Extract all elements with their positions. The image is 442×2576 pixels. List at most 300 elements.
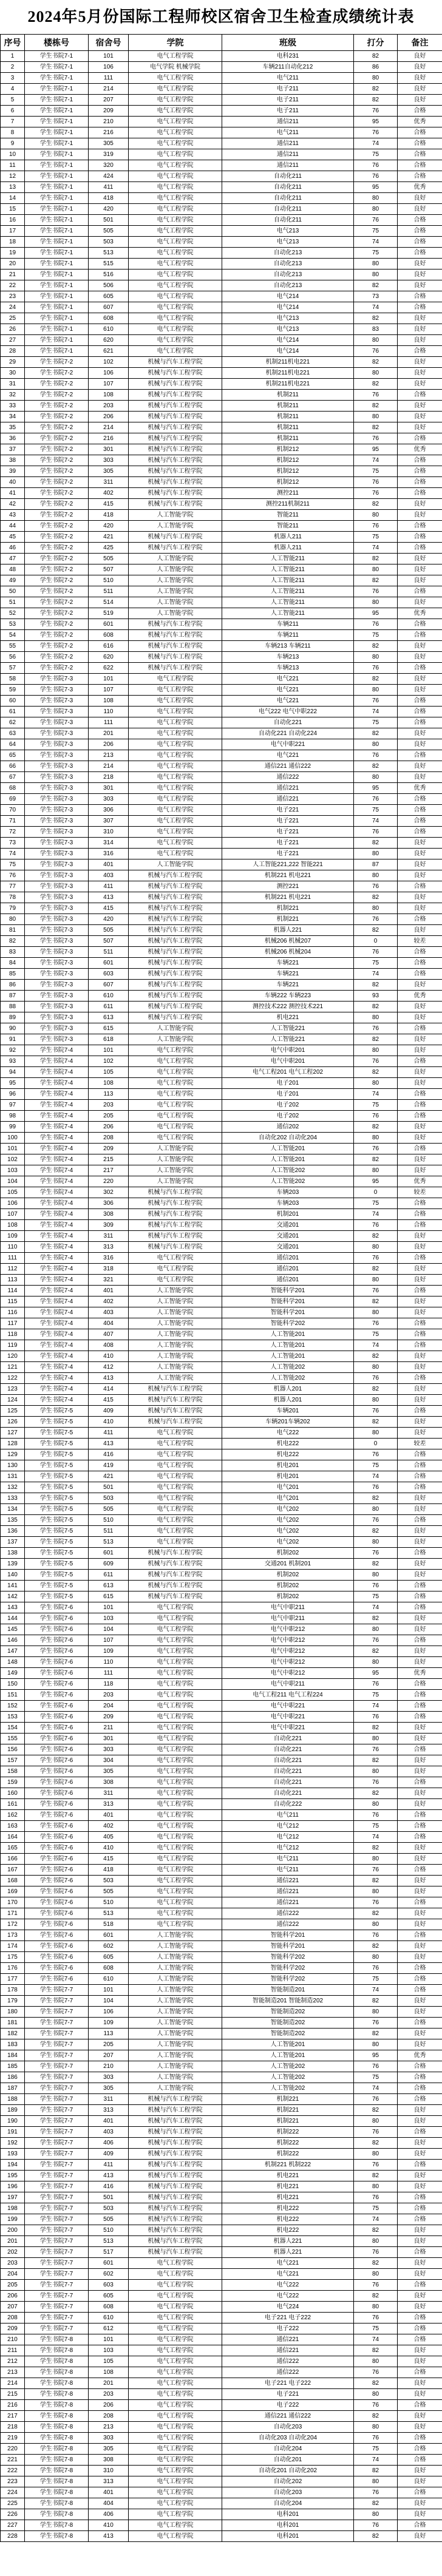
cell-index: 44 bbox=[1, 521, 25, 532]
cell-score: 76 bbox=[354, 2127, 398, 2138]
cell-dorm: 501 bbox=[89, 2192, 129, 2203]
cell-remark: 良好 bbox=[398, 2531, 442, 2542]
cell-remark: 良好 bbox=[398, 2029, 442, 2039]
cell-index: 25 bbox=[1, 313, 25, 324]
cell-dorm: 206 bbox=[89, 1122, 129, 1133]
cell-dorm: 103 bbox=[89, 2345, 129, 2356]
cell-class: 机制222 bbox=[222, 2127, 354, 2138]
table-row bbox=[1, 1045, 442, 1056]
cell-building: 学生书院7-6 bbox=[25, 1690, 89, 1701]
cell-index: 5 bbox=[1, 95, 25, 106]
cell-college: 人工智能学院 bbox=[129, 1974, 222, 1985]
cell-index: 118 bbox=[1, 1329, 25, 1340]
cell-score: 82 bbox=[354, 401, 398, 412]
cell-dorm: 506 bbox=[89, 280, 129, 291]
cell-dorm: 406 bbox=[89, 2509, 129, 2520]
cell-college: 电气工程学院 bbox=[129, 1439, 222, 1449]
cell-college: 电气工程学院 bbox=[129, 1100, 222, 1111]
cell-score: 82 bbox=[354, 2105, 398, 2116]
cell-score: 80 bbox=[354, 269, 398, 280]
cell-building: 学生书院7-1 bbox=[25, 269, 89, 280]
cell-score: 74 bbox=[354, 1340, 398, 1351]
cell-score: 95 bbox=[354, 444, 398, 455]
cell-index: 175 bbox=[1, 1952, 25, 1963]
cell-dorm: 511 bbox=[89, 947, 129, 958]
cell-class: 机器人201 bbox=[222, 1384, 354, 1395]
cell-building: 学生书院7-4 bbox=[25, 1220, 89, 1231]
cell-remark: 良好 bbox=[398, 1154, 442, 1165]
table-row bbox=[1, 95, 442, 106]
cell-remark: 合格 bbox=[398, 1581, 442, 1591]
cell-building: 学生书院7-5 bbox=[25, 1417, 89, 1428]
table-row bbox=[1, 1100, 442, 1111]
table-row bbox=[1, 1111, 442, 1122]
cell-remark: 良好 bbox=[398, 62, 442, 73]
cell-dorm: 208 bbox=[89, 1133, 129, 1144]
cell-dorm: 104 bbox=[89, 1996, 129, 2007]
cell-score: 76 bbox=[354, 488, 398, 499]
cell-class: 电科201 bbox=[222, 2520, 354, 2531]
cell-dorm: 602 bbox=[89, 2269, 129, 2280]
cell-class: 电气211 bbox=[222, 1810, 354, 1821]
cell-dorm: 413 bbox=[89, 2531, 129, 2542]
cell-remark: 合格 bbox=[398, 1974, 442, 1985]
cell-remark: 良好 bbox=[398, 1428, 442, 1439]
cell-remark: 良好 bbox=[398, 1657, 442, 1668]
cell-building: 学生书院7-4 bbox=[25, 1307, 89, 1318]
cell-remark: 合格 bbox=[398, 237, 442, 248]
table-row bbox=[1, 84, 442, 95]
cell-index: 147 bbox=[1, 1646, 25, 1657]
cell-college: 电气工程学院 bbox=[129, 728, 222, 739]
cell-college: 电气工程学院 bbox=[129, 838, 222, 849]
cell-dorm: 420 bbox=[89, 914, 129, 925]
cell-class: 电气212 bbox=[222, 1843, 354, 1854]
cell-college: 电气工程学院 bbox=[129, 1428, 222, 1439]
cell-remark: 优秀 bbox=[398, 117, 442, 127]
cell-remark: 合格 bbox=[398, 532, 442, 543]
cell-index: 115 bbox=[1, 1296, 25, 1307]
cell-building: 学生书院7-2 bbox=[25, 575, 89, 586]
cell-score: 82 bbox=[354, 2378, 398, 2389]
cell-index: 24 bbox=[1, 302, 25, 313]
cell-dorm: 308 bbox=[89, 1777, 129, 1788]
table-row bbox=[1, 280, 442, 291]
cell-building: 学生书院7-4 bbox=[25, 1187, 89, 1198]
cell-college: 电气工程学院 bbox=[129, 346, 222, 357]
cell-score: 75 bbox=[354, 532, 398, 543]
cell-building: 学生书院7-4 bbox=[25, 1154, 89, 1165]
cell-class: 电科201 bbox=[222, 2509, 354, 2520]
cell-college: 人工智能学院 bbox=[129, 2007, 222, 2018]
table-row bbox=[1, 2433, 442, 2444]
cell-college: 电气工程学院 bbox=[129, 95, 222, 106]
cell-college: 电气工程学院 bbox=[129, 1122, 222, 1133]
cell-dorm: 615 bbox=[89, 1591, 129, 1602]
cell-score: 82 bbox=[354, 674, 398, 685]
cell-class: 机电222 bbox=[222, 2203, 354, 2214]
cell-score: 74 bbox=[354, 138, 398, 149]
cell-dorm: 515 bbox=[89, 259, 129, 269]
cell-college: 电气工程学院 bbox=[129, 1865, 222, 1876]
table-row bbox=[1, 2192, 442, 2203]
cell-college: 电气工程学院 bbox=[129, 717, 222, 728]
cell-college: 人工智能学院 bbox=[129, 1296, 222, 1307]
cell-remark: 合格 bbox=[398, 794, 442, 805]
cell-remark: 良好 bbox=[398, 1264, 442, 1275]
cell-index: 41 bbox=[1, 488, 25, 499]
cell-remark: 合格 bbox=[398, 1548, 442, 1559]
cell-class: 机制211 bbox=[222, 390, 354, 401]
cell-index: 47 bbox=[1, 554, 25, 564]
cell-class: 电气212 bbox=[222, 1832, 354, 1843]
table-row bbox=[1, 2466, 442, 2476]
cell-remark: 合格 bbox=[398, 488, 442, 499]
cell-class: 电气202 bbox=[222, 1537, 354, 1548]
cell-dorm: 519 bbox=[89, 608, 129, 619]
cell-dorm: 411 bbox=[89, 182, 129, 193]
cell-class: 机电221 bbox=[222, 2181, 354, 2192]
cell-index: 64 bbox=[1, 739, 25, 750]
cell-college: 电气工程学院 bbox=[129, 1854, 222, 1865]
cell-building: 学生书院7-1 bbox=[25, 215, 89, 226]
table-row bbox=[1, 2214, 442, 2225]
cell-building: 学生书院7-7 bbox=[25, 2291, 89, 2302]
cell-score: 82 bbox=[354, 2171, 398, 2181]
table-row bbox=[1, 466, 442, 477]
cell-class: 通信221 bbox=[222, 2334, 354, 2345]
table-row bbox=[1, 324, 442, 335]
cell-dorm: 501 bbox=[89, 215, 129, 226]
table-row bbox=[1, 171, 442, 182]
cell-class: 自动化204 bbox=[222, 2444, 354, 2455]
cell-college: 人工智能学院 bbox=[129, 2039, 222, 2050]
cell-dorm: 113 bbox=[89, 2029, 129, 2039]
cell-index: 100 bbox=[1, 1133, 25, 1144]
cell-building: 学生书院7-8 bbox=[25, 2356, 89, 2367]
cell-remark: 良好 bbox=[398, 95, 442, 106]
cell-college: 机械与汽车工程学院 bbox=[129, 2138, 222, 2149]
cell-class: 智能制造202 bbox=[222, 2007, 354, 2018]
cell-building: 学生书院7-4 bbox=[25, 1056, 89, 1067]
cell-class: 机制221 bbox=[222, 2116, 354, 2127]
cell-index: 14 bbox=[1, 193, 25, 204]
cell-class: 电子221 bbox=[222, 849, 354, 859]
cell-remark: 良好 bbox=[398, 401, 442, 412]
cell-remark: 合格 bbox=[398, 2247, 442, 2258]
table-row bbox=[1, 1952, 442, 1963]
cell-building: 学生书院7-3 bbox=[25, 707, 89, 717]
cell-college: 机械与汽车工程学院 bbox=[129, 2105, 222, 2116]
cell-remark: 良好 bbox=[398, 554, 442, 564]
cell-score: 80 bbox=[354, 1165, 398, 1176]
cell-score: 80 bbox=[354, 1045, 398, 1056]
cell-index: 13 bbox=[1, 182, 25, 193]
cell-building: 学生书院7-3 bbox=[25, 914, 89, 925]
cell-remark: 良好 bbox=[398, 2302, 442, 2313]
cell-class: 自动化211 bbox=[222, 193, 354, 204]
cell-college: 电气工程学院 bbox=[129, 1690, 222, 1701]
cell-college: 人工智能学院 bbox=[129, 2050, 222, 2061]
cell-index: 153 bbox=[1, 1712, 25, 1723]
cell-index: 216 bbox=[1, 2400, 25, 2411]
cell-remark: 良好 bbox=[398, 2258, 442, 2269]
cell-college: 机械与汽车工程学院 bbox=[129, 444, 222, 455]
cell-college: 电气工程学院 bbox=[129, 335, 222, 346]
cell-score: 80 bbox=[354, 1133, 398, 1144]
cell-dorm: 111 bbox=[89, 717, 129, 728]
cell-college: 电气工程学院 bbox=[129, 1613, 222, 1624]
table-row bbox=[1, 2280, 442, 2291]
cell-index: 194 bbox=[1, 2160, 25, 2171]
cell-building: 学生书院7-6 bbox=[25, 1734, 89, 1744]
cell-index: 107 bbox=[1, 1209, 25, 1220]
cell-class: 通信222 bbox=[222, 1908, 354, 1919]
cell-dorm: 410 bbox=[89, 1351, 129, 1362]
cell-score: 76 bbox=[354, 663, 398, 674]
cell-remark: 良好 bbox=[398, 597, 442, 608]
cell-score: 82 bbox=[354, 1941, 398, 1952]
cell-building: 学生书院7-3 bbox=[25, 827, 89, 838]
cell-dorm: 209 bbox=[89, 1144, 129, 1154]
cell-building: 学生书院7-5 bbox=[25, 1439, 89, 1449]
cell-dorm: 101 bbox=[89, 1602, 129, 1613]
cell-remark: 合格 bbox=[398, 477, 442, 488]
cell-index: 106 bbox=[1, 1198, 25, 1209]
cell-building: 学生书院7-4 bbox=[25, 1133, 89, 1144]
cell-building: 学生书院7-7 bbox=[25, 1985, 89, 1996]
cell-building: 学生书院7-6 bbox=[25, 1657, 89, 1668]
cell-class: 电气中职212 bbox=[222, 1646, 354, 1657]
cell-dorm: 507 bbox=[89, 936, 129, 947]
table-row bbox=[1, 1078, 442, 1089]
cell-remark: 良好 bbox=[398, 739, 442, 750]
cell-index: 30 bbox=[1, 368, 25, 379]
cell-index: 57 bbox=[1, 663, 25, 674]
cell-college: 电气工程学院 bbox=[129, 2531, 222, 2542]
cell-index: 137 bbox=[1, 1537, 25, 1548]
cell-building: 学生书院7-4 bbox=[25, 1209, 89, 1220]
table-row bbox=[1, 2531, 442, 2542]
cell-college: 人工智能学院 bbox=[129, 2018, 222, 2029]
cell-score: 80 bbox=[354, 2116, 398, 2127]
cell-building: 学生书院7-3 bbox=[25, 1012, 89, 1023]
cell-remark: 良好 bbox=[398, 73, 442, 84]
cell-score: 75 bbox=[354, 2072, 398, 2083]
cell-score: 82 bbox=[354, 1034, 398, 1045]
cell-building: 学生书院7-8 bbox=[25, 2378, 89, 2389]
cell-index: 228 bbox=[1, 2531, 25, 2542]
cell-remark: 合格 bbox=[398, 1329, 442, 1340]
cell-score: 75 bbox=[354, 1591, 398, 1602]
cell-class: 人工智能201 bbox=[222, 1144, 354, 1154]
cell-remark: 良好 bbox=[398, 1799, 442, 1810]
cell-class: 智能科学201 bbox=[222, 1941, 354, 1952]
cell-score: 80 bbox=[354, 597, 398, 608]
table-row bbox=[1, 805, 442, 816]
table-row bbox=[1, 2181, 442, 2192]
cell-college: 电气工程学院 bbox=[129, 1089, 222, 1100]
cell-class: 电气213 bbox=[222, 226, 354, 237]
cell-class: 自动化221 bbox=[222, 1755, 354, 1766]
cell-dorm: 320 bbox=[89, 160, 129, 171]
cell-score: 76 bbox=[354, 390, 398, 401]
cell-score: 82 bbox=[354, 2345, 398, 2356]
cell-index: 52 bbox=[1, 608, 25, 619]
cell-score: 82 bbox=[354, 1002, 398, 1012]
cell-college: 电气工程学院 bbox=[129, 1493, 222, 1504]
cell-college: 电气工程学院 bbox=[129, 1755, 222, 1766]
cell-index: 37 bbox=[1, 444, 25, 455]
cell-class: 人工智能221,222 智能221 bbox=[222, 859, 354, 870]
cell-index: 161 bbox=[1, 1799, 25, 1810]
cell-dorm: 102 bbox=[89, 357, 129, 368]
cell-index: 87 bbox=[1, 991, 25, 1002]
cell-index: 209 bbox=[1, 2323, 25, 2334]
cell-building: 学生书院7-2 bbox=[25, 444, 89, 455]
cell-building: 学生书院7-2 bbox=[25, 543, 89, 554]
cell-building: 学生书院7-2 bbox=[25, 357, 89, 368]
table-row bbox=[1, 1876, 442, 1886]
table-row bbox=[1, 2116, 442, 2127]
cell-index: 220 bbox=[1, 2444, 25, 2455]
cell-building: 学生书院7-3 bbox=[25, 859, 89, 870]
cell-building: 学生书院7-7 bbox=[25, 2192, 89, 2203]
cell-college: 电气工程学院 bbox=[129, 182, 222, 193]
cell-class: 人工智能211 bbox=[222, 586, 354, 597]
table-row bbox=[1, 2061, 442, 2072]
table-row bbox=[1, 138, 442, 149]
cell-remark: 良好 bbox=[398, 641, 442, 652]
table-row bbox=[1, 1788, 442, 1799]
cell-class: 电气213 bbox=[222, 324, 354, 335]
cell-remark: 良好 bbox=[398, 2181, 442, 2192]
cell-remark: 合格 bbox=[398, 2203, 442, 2214]
cell-score: 75 bbox=[354, 630, 398, 641]
cell-score: 82 bbox=[354, 2258, 398, 2269]
cell-remark: 良好 bbox=[398, 2476, 442, 2487]
cell-remark: 合格 bbox=[398, 171, 442, 182]
cell-college: 电气工程学院 bbox=[129, 1482, 222, 1493]
cell-building: 学生书院7-1 bbox=[25, 73, 89, 84]
cell-remark: 良好 bbox=[398, 1908, 442, 1919]
cell-building: 学生书院7-1 bbox=[25, 226, 89, 237]
cell-college: 机械与汽车工程学院 bbox=[129, 1242, 222, 1253]
cell-college: 电气工程学院 bbox=[129, 215, 222, 226]
cell-building: 学生书院7-2 bbox=[25, 641, 89, 652]
cell-remark: 合格 bbox=[398, 1701, 442, 1712]
cell-class: 通信211 bbox=[222, 160, 354, 171]
cell-remark: 合格 bbox=[398, 248, 442, 259]
cell-class: 智能科学202 bbox=[222, 1952, 354, 1963]
table-row bbox=[1, 739, 442, 750]
cell-score: 76 bbox=[354, 2433, 398, 2444]
cell-remark: 良好 bbox=[398, 761, 442, 772]
table-row bbox=[1, 412, 442, 422]
cell-dorm: 413 bbox=[89, 1373, 129, 1384]
cell-class: 车辆203 bbox=[222, 1187, 354, 1198]
cell-dorm: 409 bbox=[89, 1406, 129, 1417]
cell-class: 智能制造201 bbox=[222, 1985, 354, 1996]
cell-college: 电气工程学院 bbox=[129, 2487, 222, 2498]
cell-building: 学生书院7-4 bbox=[25, 1100, 89, 1111]
cell-dorm: 503 bbox=[89, 2203, 129, 2214]
header-building: 楼栋号 bbox=[25, 35, 89, 51]
cell-building: 学生书院7-7 bbox=[25, 2072, 89, 2083]
cell-score: 80 bbox=[354, 1952, 398, 1963]
cell-index: 93 bbox=[1, 1056, 25, 1067]
table-row bbox=[1, 2138, 442, 2149]
cell-score: 80 bbox=[354, 73, 398, 84]
table-row bbox=[1, 925, 442, 936]
cell-dorm: 214 bbox=[89, 761, 129, 772]
cell-college: 电气工程学院 bbox=[129, 2323, 222, 2334]
cell-building: 学生书院7-6 bbox=[25, 1876, 89, 1886]
table-row bbox=[1, 379, 442, 390]
table-row bbox=[1, 1701, 442, 1712]
cell-dorm: 210 bbox=[89, 117, 129, 127]
cell-dorm: 106 bbox=[89, 2007, 129, 2018]
cell-remark: 良好 bbox=[398, 1384, 442, 1395]
cell-index: 76 bbox=[1, 870, 25, 881]
cell-building: 学生书院7-3 bbox=[25, 739, 89, 750]
table-row bbox=[1, 849, 442, 859]
cell-index: 116 bbox=[1, 1307, 25, 1318]
table-row bbox=[1, 51, 442, 62]
cell-class: 电气中职221 bbox=[222, 1712, 354, 1723]
table-row bbox=[1, 2171, 442, 2181]
table-row bbox=[1, 1002, 442, 1012]
cell-college: 人工智能学院 bbox=[129, 1286, 222, 1296]
cell-remark: 合格 bbox=[398, 2444, 442, 2455]
cell-college: 机械与汽车工程学院 bbox=[129, 903, 222, 914]
cell-building: 学生书院7-7 bbox=[25, 2236, 89, 2247]
cell-remark: 合格 bbox=[398, 291, 442, 302]
cell-dorm: 206 bbox=[89, 2400, 129, 2411]
cell-college: 电气工程学院 bbox=[129, 1897, 222, 1908]
cell-building: 学生书院7-8 bbox=[25, 2433, 89, 2444]
table-row bbox=[1, 1034, 442, 1045]
cell-remark: 良好 bbox=[398, 1624, 442, 1635]
table-row bbox=[1, 510, 442, 521]
cell-remark: 合格 bbox=[398, 2323, 442, 2334]
table-row bbox=[1, 2029, 442, 2039]
cell-class: 电子211 bbox=[222, 84, 354, 95]
cell-building: 学生书院7-3 bbox=[25, 881, 89, 892]
cell-college: 电气工程学院 bbox=[129, 2356, 222, 2367]
cell-score: 80 bbox=[354, 2389, 398, 2400]
cell-class: 自动化211 bbox=[222, 215, 354, 226]
cell-index: 192 bbox=[1, 2138, 25, 2149]
cell-dorm: 607 bbox=[89, 980, 129, 991]
cell-college: 机械与汽车工程学院 bbox=[129, 2181, 222, 2192]
cell-score: 82 bbox=[354, 728, 398, 739]
cell-college: 电气工程学院 bbox=[129, 280, 222, 291]
cell-building: 学生书院7-6 bbox=[25, 1832, 89, 1843]
cell-building: 学生书院7-2 bbox=[25, 521, 89, 532]
cell-remark: 良好 bbox=[398, 2498, 442, 2509]
cell-index: 40 bbox=[1, 477, 25, 488]
cell-score: 80 bbox=[354, 849, 398, 859]
table-row bbox=[1, 1679, 442, 1690]
cell-class: 电子221 bbox=[222, 827, 354, 838]
cell-score: 80 bbox=[354, 259, 398, 269]
cell-college: 电气工程学院 bbox=[129, 269, 222, 280]
cell-index: 50 bbox=[1, 586, 25, 597]
table-row bbox=[1, 728, 442, 739]
cell-dorm: 612 bbox=[89, 2323, 129, 2334]
cell-class: 智能211 bbox=[222, 521, 354, 532]
